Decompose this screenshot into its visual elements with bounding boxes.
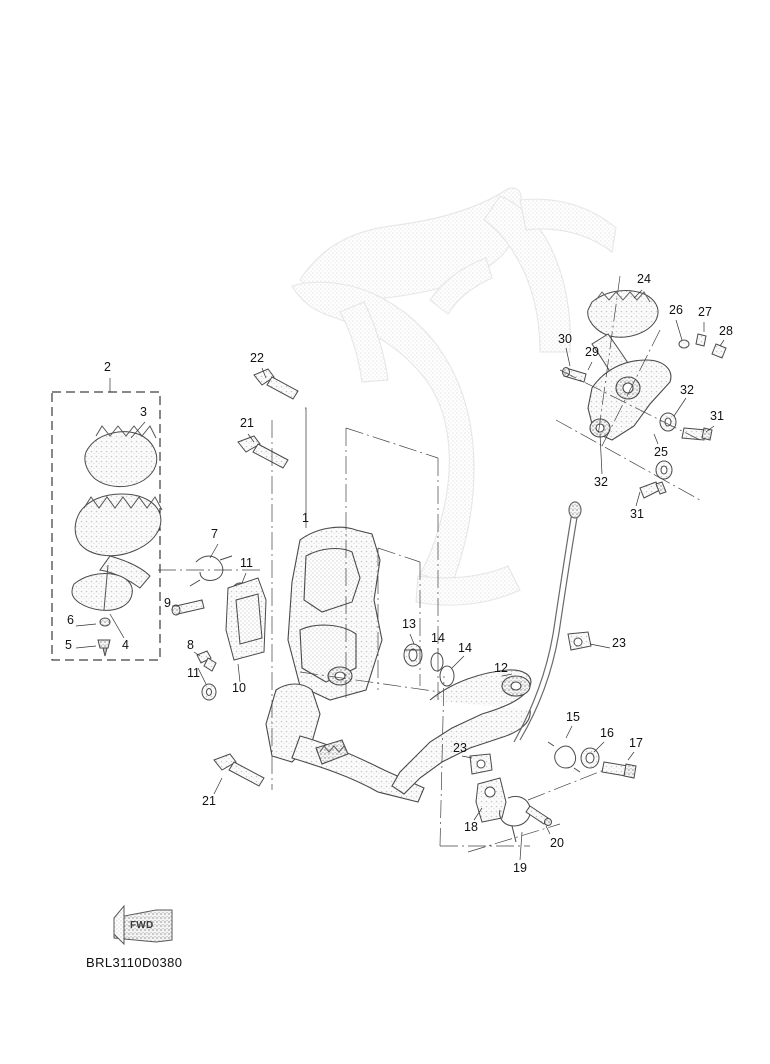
callout-20: 20 xyxy=(550,836,564,850)
callout-32-b: 32 xyxy=(594,475,608,489)
callout-28: 28 xyxy=(719,324,733,338)
callout-31-a: 31 xyxy=(710,409,724,423)
callout-31-b: 31 xyxy=(630,507,644,521)
callout-13: 13 xyxy=(402,617,416,631)
bolt-22 xyxy=(254,369,298,399)
circlip-14-a xyxy=(431,653,443,671)
callout-9: 9 xyxy=(164,596,171,610)
clip-23-lower xyxy=(470,754,492,774)
collar-13 xyxy=(404,644,422,666)
bolt-21-lower xyxy=(214,754,264,786)
callout-11-a: 11 xyxy=(240,556,253,570)
callout-23-lower: 23 xyxy=(453,741,467,755)
callout-8: 8 xyxy=(187,638,194,652)
callout-21-lower: 21 xyxy=(202,794,216,808)
fwd-arrow-label: FWD xyxy=(130,920,154,931)
pin-9 xyxy=(172,600,204,615)
callout-21-upper: 21 xyxy=(240,416,254,430)
callout-23-upper: 23 xyxy=(612,636,626,650)
bolt-31-b xyxy=(640,482,666,498)
callout-6: 6 xyxy=(67,613,74,627)
callout-14-a: 14 xyxy=(431,631,445,645)
circlip-14-b xyxy=(440,666,454,686)
bolt-17 xyxy=(602,762,636,778)
bolt-21-upper xyxy=(238,436,288,468)
callout-26: 26 xyxy=(669,303,683,317)
footrest-bracket-25 xyxy=(588,360,671,440)
callout-19: 19 xyxy=(513,861,527,875)
callout-3: 3 xyxy=(140,405,147,419)
spring-7 xyxy=(190,556,232,586)
callout-27: 27 xyxy=(698,305,712,319)
callout-7: 7 xyxy=(211,527,218,541)
bracket-18 xyxy=(476,778,506,822)
washer-11-b xyxy=(202,684,216,700)
callout-14-b: 14 xyxy=(458,641,472,655)
callout-5: 5 xyxy=(65,638,72,652)
washer-32-a xyxy=(660,413,676,431)
callout-11-b: 11 xyxy=(187,666,200,680)
callout-1: 1 xyxy=(302,511,309,525)
callout-24: 24 xyxy=(637,272,651,286)
part-code-label: BRL3110D0380 xyxy=(86,955,183,970)
left-footrest-assembly xyxy=(72,426,162,656)
callout-12: 12 xyxy=(494,661,508,675)
callout-29: 29 xyxy=(585,345,599,359)
brake-hose xyxy=(514,502,581,742)
callout-2: 2 xyxy=(104,360,111,374)
pin-29-30 xyxy=(563,368,587,383)
callout-32-a: 32 xyxy=(680,383,694,397)
callout-18: 18 xyxy=(464,820,478,834)
washer-32-b xyxy=(656,461,672,479)
main-bracket-1 xyxy=(288,527,382,700)
callout-17: 17 xyxy=(629,736,643,750)
callout-10: 10 xyxy=(232,681,246,695)
spring-15 xyxy=(548,742,580,772)
shift-lever-12 xyxy=(392,670,531,794)
clip-23-upper xyxy=(568,632,591,650)
callout-16: 16 xyxy=(600,726,614,740)
washer-16 xyxy=(581,748,599,768)
callout-4: 4 xyxy=(122,638,129,652)
callout-15: 15 xyxy=(566,710,580,724)
callout-25: 25 xyxy=(654,445,668,459)
bracket-10 xyxy=(226,578,266,660)
callout-22: 22 xyxy=(250,351,264,365)
callout-30: 30 xyxy=(558,332,572,346)
